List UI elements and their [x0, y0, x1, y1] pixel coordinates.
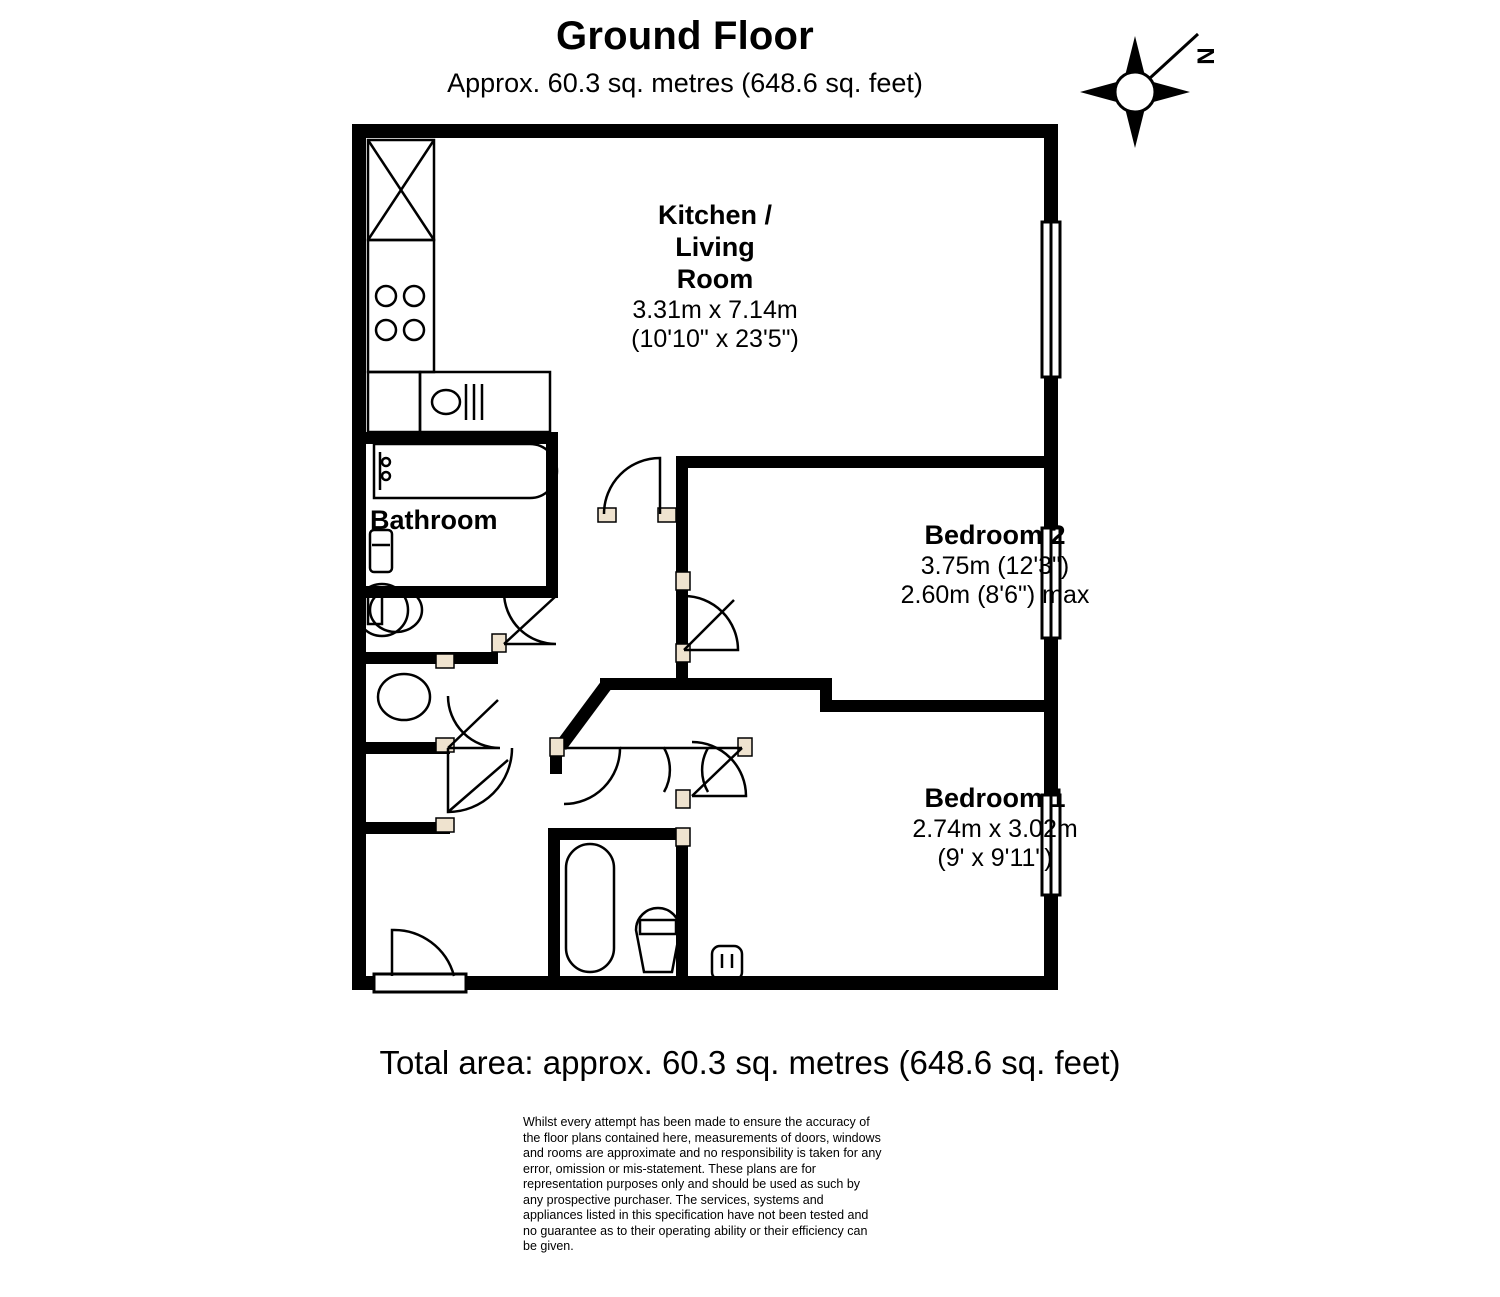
room-dim-kitchen-imperial: (10'10" x 23'5") — [631, 325, 799, 354]
room-dim-bedroom-1-imperial: (9' x 9'11") — [937, 844, 1053, 873]
compass-north-label: N — [1191, 47, 1219, 65]
ensuite-fixtures — [566, 844, 742, 980]
disclaimer-text: Whilst every attempt has been made to ensure the accuracy of the floor plans contained here, measurements of doors, windows and rooms are approximate and no responsibility is taken for any error, omission or mis-statement. These plans are for representation purposes only and should be used as such by any prospective purchaser. The services, systems and appliances listed in this specification have not been tested and no guarantee as to their operating ability or their efficiency can be given. — [523, 1115, 882, 1253]
bathroom-fixtures — [356, 444, 557, 636]
page-title: Ground Floor — [556, 14, 814, 58]
room-name-kitchen-line1: Kitchen / — [657, 200, 772, 230]
room-label-kitchen-living — [560, 200, 870, 355]
entrance-door-threshold — [374, 974, 466, 992]
room-label-bathroom: Bathroom — [370, 505, 498, 535]
room-dim-bedroom-2-imperial: 2.60m (8'6") max — [900, 581, 1090, 610]
room-label-bedroom-2 — [735, 520, 1255, 611]
room-name-bedroom-2: Bedroom 2 — [924, 520, 1066, 550]
sink-icon — [432, 384, 482, 420]
hob-icon — [376, 286, 424, 340]
room-name-bedroom-1: Bedroom 1 — [924, 783, 1066, 813]
room-label-bedroom-1 — [735, 783, 1255, 874]
room-dim-bedroom-1-metric: 2.74m x 3.02m — [912, 814, 1078, 843]
total-area-text: Total area: approx. 60.3 sq. metres (648.6 sq. feet) — [379, 1044, 1121, 1081]
window-kitchen — [1042, 222, 1060, 377]
room-dim-kitchen-metric: 3.31m x 7.14m — [632, 295, 798, 324]
page-subtitle: Approx. 60.3 sq. metres (648.6 sq. feet) — [447, 68, 923, 98]
room-name-kitchen-line2: Living — [675, 231, 755, 262]
hall-fixtures — [378, 674, 430, 720]
kitchen-units — [368, 140, 550, 432]
room-name-kitchen-line3: Room — [676, 263, 754, 294]
room-dim-bedroom-2-metric: 3.75m (12'3") — [920, 551, 1070, 580]
